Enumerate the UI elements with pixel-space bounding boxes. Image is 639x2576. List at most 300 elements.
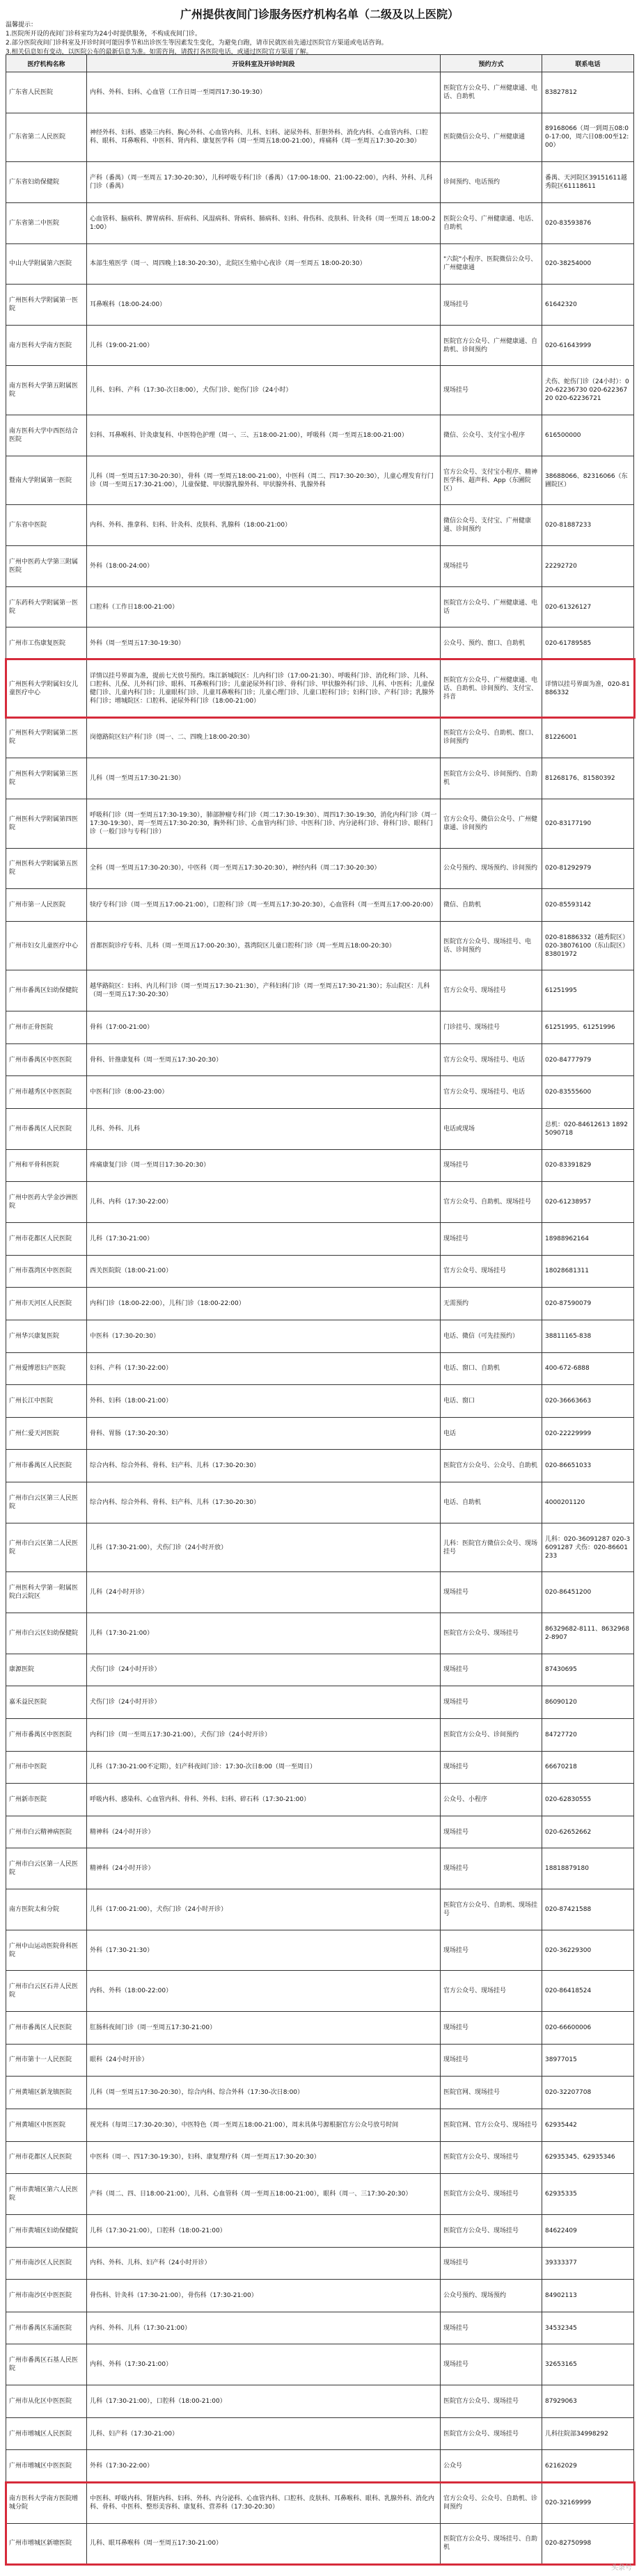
cell-name: 广州医科大学附属妇女儿童医疗中心 [6,659,87,717]
table-row [6,1450,634,1482]
cell-booking: 电话、自助机 [441,1482,542,1523]
cell-hours: 内科、外科、妇科、心血管（工作日周一至周四17:30-19:30） [87,72,441,113]
cell-phone: 38977015 [542,2044,634,2077]
cell-booking: 医院官方公众号、现场挂号、自助机 [441,2523,542,2564]
table-row [6,659,634,717]
table-row [6,546,634,587]
cell-hours: 外科（17:30-21:30） [87,1930,441,1971]
cell-hours: 本部生殖医学（周一、周四晚上18:30-20:30），北院区生殖中心夜诊（周一至周五 18:00-20:30） [87,243,441,285]
cell-hours: 越华路院区：妇科、内儿科门诊（周一至周五17:30-21:30），产科妇科门诊（周一至周五17:30-21:30）；东山院区：儿科（周一至周五17:30-20:30） [87,970,441,1011]
cell-booking: 公众号预约、现场预约、诊间预约 [441,848,542,889]
cell-phone: 84902113 [542,2280,634,2312]
hospital-table [6,54,634,2564]
table-row [6,1613,634,1654]
cell-phone: 81268176、81580392 [542,758,634,799]
cell-hours: 外科（17:30-22:00） [87,2450,441,2483]
table-row [6,1572,634,1613]
cell-hours: 儿科（17:30-21:00） [87,1613,441,1654]
cell-name: 广州市花都区人民医院 [6,1222,87,1255]
cell-phone: 32653165 [542,2344,634,2385]
cell-name: 南方医科大学南方医院增城分院 [6,2483,87,2524]
cell-hours: 犊疗专科门诊（周一至周五17:00-21:00），口腔科门诊（周一至周五17:30-20:30），心血管科（周一至周五17:00-20:00） [87,889,441,922]
cell-hours: 中医科、呼吸内科、肾脏内科、妇科、外科、内分泌科、心血管内科、口腔科、皮肤科、耳鼻喉科、眼科、乳腺外科、消化内科、骨科、中医科、整形美容科、康复科、营养科（17:30-20:30） [87,2483,441,2524]
header-booking: 预约方式 [441,55,542,72]
table-row [6,1848,634,1889]
cell-name: 广州爱博恩妇产医院 [6,1352,87,1385]
cell-booking: 微信公众号、支付宝、广州健康通、诊间预约 [441,505,542,546]
cell-booking: 现场挂号 [441,1848,542,1889]
table-row [6,1816,634,1848]
table-row [6,2044,634,2077]
table-row [6,2141,634,2174]
table-row [6,2077,634,2109]
cell-hours: 儿科（17:00-21:00），犬伤门诊（24小时开诊） [87,1889,441,1930]
cell-hours: 岗德路院区妇产科门诊（周一、二、四晚上18:00-20:30） [87,717,441,758]
cell-hours: 骨科、针推康复科（周一至周五17:30-20:30） [87,1043,441,1076]
table-row [6,1523,634,1572]
cell-hours: 儿科（19:00-21:00） [87,325,441,366]
cell-phone: 400-672-6888 [542,1352,634,1385]
cell-hours: 内科、外科、推拿科、妇科、针灸科、皮肤科、乳腺科（18:00-21:00） [87,505,441,546]
cell-name: 暨南大学附属第一医院 [6,456,87,505]
cell-phone: 83827812 [542,72,634,113]
table-row [6,1417,634,1450]
cell-hours: 儿科（周一至周五17:30-20:30），骨科（周一至周五18:00-21:00），中医科（周二、四17:30-20:30），儿童心理发育行门诊（周一至周五17:30-21:00），儿童保健、甲状腺乳腺外科、甲状腺外科、乳腺外科 [87,456,441,505]
cell-booking: 现场挂号 [441,1816,542,1848]
cell-hours: 儿科、妇产科（17:30-21:00） [87,2417,441,2450]
cell-phone: 犬伤、蛇伤门诊（24小时）：020-62236730 020-62236720 020-62236721 [542,366,634,415]
cell-phone: 61251995、61251996 [542,1011,634,1044]
cell-booking: 官方公众号、现场挂号 [441,970,542,1011]
cell-name: 广东省第二中医院 [6,202,87,243]
cell-name: 广州市南沙区中医医院 [6,2280,87,2312]
cell-name: 广州市白云区第三人民医院 [6,1482,87,1523]
cell-name: 广州中医药大学第三附属医院 [6,546,87,587]
cell-phone: 4000201120 [542,1482,634,1523]
cell-booking: 电话或现场 [441,1109,542,1150]
cell-booking: 医院官方公众号、现场挂号 [441,2385,542,2418]
cell-name: 广州市番禺区人民医院 [6,2012,87,2045]
cell-phone: 38688066、82316066（东圃院区） [542,456,634,505]
watermark: 头条号 [611,2564,632,2572]
cell-phone: 020-36229300 [542,1930,634,1971]
cell-phone: 020-82750998 [542,2523,634,2564]
cell-phone: 020-81886332（越秀院区）020-38076100（东山院区）83801972 [542,921,634,970]
cell-booking: 电话 [441,1417,542,1450]
cell-phone: 84727720 [542,1718,634,1751]
cell-name: 南方医院太和分院 [6,1889,87,1930]
cell-booking: 官方公众号、自助机、现场挂号 [441,1182,542,1223]
cell-name: 广东省第二人民医院 [6,113,87,162]
table-row [6,2385,634,2418]
cell-booking: 公众号、预约、窗口、自助机 [441,627,542,660]
cell-booking: 医院官方公众号、现场挂号 [441,1613,542,1654]
cell-name: 广州市增城区中医医院 [6,2450,87,2483]
cell-booking: 公众号预约、现场预约 [441,2280,542,2312]
cell-hours: 犬伤门诊（24小时开诊） [87,1654,441,1686]
cell-phone: 616500000 [542,415,634,456]
cell-name: 广州黄埔区新龙镇医院 [6,2077,87,2109]
table-row [6,1654,634,1686]
cell-booking: 医院官方公众号、诊间预约 [441,1718,542,1751]
notes [0,21,639,54]
cell-phone: 020-62652662 [542,1816,634,1848]
cell-name: 广州中山运动医院骨科医院 [6,1930,87,1971]
table-row [6,72,634,113]
cell-phone: 62935442 [542,2109,634,2141]
cell-name: 广州市白云区石井人民医院 [6,1971,87,2012]
cell-phone: 86329682-8111、86329682-8907 [542,1613,634,1654]
cell-phone: 020-61789585 [542,627,634,660]
cell-hours: 视光科（每周三17:30-20:30），中医特色（周一至周五18:00-21:00），周末具体号源根据官方公众号放号时间 [87,2109,441,2141]
cell-hours: 疼痛康复门诊（周一至周日17:30-20:30） [87,1149,441,1182]
cell-booking: 医院官方公众号、现场挂号、电话、诊间预约 [441,921,542,970]
cell-booking: 现场挂号 [441,546,542,587]
cell-name: 广州市白云区第二人民医院 [6,1523,87,1572]
note-line: 温馨提示： [6,22,38,29]
table-row [6,162,634,203]
cell-name: 广州市白云区妇幼保健院 [6,1613,87,1654]
cell-phone: 020-87590079 [542,1288,634,1320]
cell-booking: 现场挂号 [441,2312,542,2344]
cell-hours: 心血管科、脑病科、脾胃病科、肝病科、风湿病科、肾病科、肺病科、妇科、骨伤科、皮肤科、针灸科（周一至周五 18:00-21:00） [87,202,441,243]
cell-name: 南方医科大学第五附属医院 [6,366,87,415]
cell-name: 广州市白云区第一人民医院 [6,1848,87,1889]
cell-booking: 电话、微信（可先挂预约） [441,1320,542,1352]
table-row [6,1255,634,1288]
cell-phone: 020-83555600 [542,1076,634,1109]
cell-name: 广州市正骨医院 [6,1011,87,1044]
cell-hours: 儿科、外科、儿科 [87,1109,441,1150]
cell-name: 广州市南沙区人民医院 [6,2247,87,2280]
table-row [6,243,634,285]
cell-hours: 儿科（17:30-21:00不定期），妇产科夜间门诊：17:30-次日8:00（周一至周日） [87,1751,441,1784]
cell-booking: 医院官网、官方公众号、现场挂号 [441,2109,542,2141]
cell-phone: 18988962164 [542,1222,634,1255]
page-title: 广州提供夜间门诊服务医疗机构名单（二级及以上医院） [180,8,459,21]
cell-booking: 官方公众号、微信公众号、广州健康通、诊间预约 [441,799,542,848]
cell-hours: 中医科（周一、四17:30-19:30），妇科、康复理疗科（周一至周五17:30-20:30） [87,2141,441,2174]
cell-hours: 儿科、内科（17:30-22:00） [87,1182,441,1223]
cell-hours: 肛肠科夜间门诊（周一至周五17:30-21:00） [87,2012,441,2045]
table-row [6,627,634,660]
cell-phone: 61642320 [542,285,634,326]
cell-name: 广州黄埔区中医医院 [6,2109,87,2141]
cell-booking: 现场挂号 [441,2044,542,2077]
cell-name: 广州市增城区人民医院 [6,2417,87,2450]
table-row [6,1482,634,1523]
cell-hours: 中医科门诊（8:00-23:00） [87,1076,441,1109]
cell-name: 康源医院 [6,1654,87,1686]
table-row [6,2344,634,2385]
table-row [6,1222,634,1255]
table-row [6,1686,634,1719]
cell-name: 中山大学附属第六医院 [6,243,87,285]
cell-hours: 眼科（24小时开诊） [87,2044,441,2077]
table-row [6,1043,634,1076]
cell-hours: 产科（周二、四、日18:00-21:00），儿科、心血管科（周一至周五18:00-21:00），眼科（周一、三17:30-20:30） [87,2174,441,2215]
table-row [6,2483,634,2524]
cell-hours: 口腔科（工作日18:00-21:00） [87,586,441,627]
cell-booking: 诊间预约、电话预约 [441,162,542,203]
cell-name: 广州市第一人民医院 [6,889,87,922]
cell-hours: 产科（番禺）（周一至周五 17:30-20:30），儿科呼吸专科门诊（番禺）（17:00-18:00、21:00-22:00），内科、外科、儿科门诊（番禺） [87,162,441,203]
cell-phone: 020-86418524 [542,1971,634,2012]
cell-phone: 81226001 [542,717,634,758]
cell-phone: 84622409 [542,2214,634,2247]
table-row [6,970,634,1011]
cell-phone: 020-61326127 [542,586,634,627]
cell-phone: 总机：020-84612613 18925090718 [542,1109,634,1150]
cell-booking: 儿科：医院官方微信公众号、现场挂号 [441,1523,542,1572]
cell-phone: 020-83177190 [542,799,634,848]
cell-phone: 87430695 [542,1654,634,1686]
cell-name: 广州市番禺区妇幼保健院 [6,970,87,1011]
table-row [6,366,634,415]
cell-phone: 详情以挂号界面为准，020-81886332 [542,659,634,717]
cell-name: 广州市从化区中医医院 [6,2385,87,2418]
cell-name: 广东省人民医院 [6,72,87,113]
cell-hours: 儿科、妇科、产科（17:30-次日8:00），犬伤门诊、蛇伤门诊（24小时） [87,366,441,415]
cell-booking: 现场挂号 [441,2344,542,2385]
table-row [6,325,634,366]
table-row [6,586,634,627]
table-row [6,848,634,889]
table-row [6,2012,634,2045]
table-row [6,2450,634,2483]
table-row [6,1751,634,1784]
cell-booking: 官方公众号、支付宝小程序、精神医学科、超声科、App（东圃院区） [441,456,542,505]
table-row [6,1109,634,1150]
cell-name: 广东省中医院 [6,505,87,546]
table-row [6,2417,634,2450]
cell-phone: 89168066（周一到周五08:00-17:00，周六日08:00至12:00） [542,113,634,162]
cell-booking: 医院官方公众号、现场挂号 [441,2141,542,2174]
table-row [6,1076,634,1109]
cell-hours: 外科、妇科（18:00-21:00） [87,1385,441,1418]
table-row [6,1182,634,1223]
cell-booking: 电话、窗口 [441,1385,542,1418]
cell-booking: 公众号 [441,2450,542,2483]
cell-phone: 020-62830555 [542,1784,634,1816]
cell-booking: 现场挂号 [441,2012,542,2045]
cell-phone: 66670218 [542,1751,634,1784]
table-row [6,1930,634,1971]
table-row [6,285,634,326]
cell-phone: 020-38254000 [542,243,634,285]
cell-booking: 医院官方公众号、广州健康通、电话、自助机、诊间预约、支付宝、抖音 [441,659,542,717]
table-row [6,2280,634,2312]
cell-booking: 微信、公众号、支付宝小程序 [441,415,542,456]
cell-booking: 公众号、小程序 [441,1784,542,1816]
cell-name: 广州市天河区人民医院 [6,1288,87,1320]
cell-booking: 医院官方公众号、广州健康通、自助机、诊间预约 [441,325,542,366]
cell-booking: 医院官方公众号、广州健康通、电话 [441,586,542,627]
cell-booking: 门诊挂号、现场挂号 [441,1011,542,1044]
table-row [6,505,634,546]
cell-hours: 儿科（17:30-21:00） [87,1222,441,1255]
cell-hours: 内科、外科、儿科（17:30-21:00） [87,2312,441,2344]
cell-phone: 62162029 [542,2450,634,2483]
cell-name: 南方医科大学中西医结合医院 [6,415,87,456]
cell-phone: 22292720 [542,546,634,587]
cell-booking: 医院官方公众号、现场挂号 [441,2174,542,2215]
cell-booking: 现场挂号 [441,1572,542,1613]
cell-hours: 内科门诊（周一至周五17:30-21:00），犬伤门诊（24小时开诊） [87,1718,441,1751]
cell-name: 广东药科大学附属第一医院 [6,586,87,627]
cell-hours: 外科（18:00-24:00） [87,546,441,587]
table-row [6,2109,634,2141]
cell-phone: 020-85593142 [542,889,634,922]
cell-hours: 呼吸内科、感染科、心血管内科、骨科、外科、妇科、碎石科（17:30-21:00） [87,1784,441,1816]
header-phone: 联系电话 [542,55,634,72]
cell-name: 广州新市医院 [6,1784,87,1816]
cell-name: 广州市工伤康复医院 [6,627,87,660]
cell-booking: 现场挂号 [441,1149,542,1182]
cell-phone: 020-66600006 [542,2012,634,2045]
table-row [6,1385,634,1418]
cell-hours: 内科、外科（18:00-22:00） [87,1971,441,2012]
cell-phone: 34532345 [542,2312,634,2344]
table-row [6,2523,634,2564]
cell-hours: 儿科、眼耳鼻喉科（周一至周五17:30-21:00） [87,2523,441,2564]
cell-phone: 39333377 [542,2247,634,2280]
table-row [6,1718,634,1751]
cell-phone: 020-81887233 [542,505,634,546]
cell-name: 广州市荔湾区中医医院 [6,1255,87,1288]
cell-phone: 020-81292979 [542,848,634,889]
table-row [6,2174,634,2215]
cell-booking: 医院微信公众号、广州健康通 [441,113,542,162]
table-row [6,921,634,970]
cell-name: 广州市番禺区人民医院 [6,1109,87,1150]
cell-booking: 电话、窗口、自助机 [441,1352,542,1385]
cell-name: 广州医科大学附属第二医院 [6,717,87,758]
cell-phone: 020-86451200 [542,1572,634,1613]
table-row [6,1320,634,1352]
table-row [6,799,634,848]
cell-booking: 现场挂号 [441,1686,542,1719]
table-row [6,202,634,243]
cell-name: 广州仁爱天河医院 [6,1417,87,1450]
cell-name: 广州医科大学附属第四医院 [6,799,87,848]
cell-name: 广州医科大学第一附属医院白云院区 [6,1572,87,1613]
cell-name: 广州市番禺区中医医院 [6,1043,87,1076]
cell-phone: 020-32207708 [542,2077,634,2109]
cell-phone: 020-22229999 [542,1417,634,1450]
cell-phone: 020-84777979 [542,1043,634,1076]
table-row [6,2214,634,2247]
cell-booking: 医院官方公众号、自助机、现场挂号 [441,1889,542,1930]
cell-booking: 医院官方公众号、公众号、自助机 [441,1450,542,1482]
cell-booking: 官方公众号、现场挂号 [441,1971,542,2012]
cell-phone: 86090120 [542,1686,634,1719]
cell-hours: 儿科（17:30-21:00），口腔科（18:00-21:00） [87,2214,441,2247]
cell-booking: 现场挂号 [441,285,542,326]
cell-phone: 38811165-838 [542,1320,634,1352]
table-body [6,72,634,2564]
cell-hours: 儿科（24小时开诊） [87,1572,441,1613]
cell-hours: 全科（周一至周五17:30-20:30），中医科（周一至周五17:30-20:30），神经内科（周二17:30-20:30） [87,848,441,889]
note-line: 2.部分医院夜间门诊科室及开诊时间可能因季节和出诊医生等因素发生变化，为避免白跑，请市民就医前先通过医院官方渠道或电话咨询。 [6,40,388,47]
table-row [6,1288,634,1320]
cell-booking: 现场挂号 [441,1751,542,1784]
cell-hours: 妇科、耳鼻喉科、针灸康复科、中医特色护理（周一、三、五18:00-21:00），呼吸科（周一至周五18:00-21:00） [87,415,441,456]
cell-hours: 首都医院诊疗专科、儿科（周一至周五17:00-20:30），荔湾院区儿童口腔科门诊（周一至周五18:00-20:30） [87,921,441,970]
cell-booking: 微信、自助机 [441,889,542,922]
cell-hours: 神经外科、妇科、感染三内科、胸心外科、心血管内科、儿科、妇科、泌尿外科、肝胆外科、消化内科、心血管内科、口腔科、眼科、耳鼻喉科、中医科、肾内科、康复医学科（周一至周五18:00-21:00），疼痛科（周一至周五17:30-20:30） [87,113,441,162]
cell-phone: 020-61643999 [542,325,634,366]
cell-hours: 综合内科、综合外科、骨科、妇产科、儿科（17:30-20:30） [87,1450,441,1482]
cell-booking: 医院官网、现场挂号 [441,2077,542,2109]
cell-booking: 医院官方公众号、现场挂号 [441,2214,542,2247]
cell-name: 广州市番禺区中医医院 [6,1718,87,1751]
cell-booking: 官方公众号、现场挂号、电话 [441,1076,542,1109]
table-row [6,758,634,799]
cell-phone: 18028681311 [542,1255,634,1288]
cell-hours: 骨伤科、针灸科（17:30-21:00），骨伤科（17:30-21:00） [87,2280,441,2312]
cell-name: 广州长江中医院 [6,1385,87,1418]
cell-hours: 综合内科、综合外科、骨科、妇产科、儿科（17:30-20:30） [87,1482,441,1523]
cell-name: 广州医科大学附属第五医院 [6,848,87,889]
table-row [6,1352,634,1385]
cell-name: 广东省妇幼保健院 [6,162,87,203]
header-hours: 开设科室及开诊时间段 [87,55,441,72]
cell-booking: 无需预约 [441,1288,542,1320]
cell-phone: 020-83593876 [542,202,634,243]
cell-hours: 精神科（24小时开诊） [87,1848,441,1889]
table-row [6,113,634,162]
cell-name: 嘉禾益民医院 [6,1686,87,1719]
cell-hours: 骨科、胃肠（17:30-20:30） [87,1417,441,1450]
cell-hours: 妇科、产科（17:30-22:00） [87,1352,441,1385]
cell-hours: 内科、外科（17:30-21:00） [87,2344,441,2385]
cell-hours: 中医科（17:30-20:30） [87,1320,441,1352]
cell-phone: 020-86651033 [542,1450,634,1482]
cell-name: 广州和平骨科医院 [6,1149,87,1182]
cell-name: 广州市第十一人民医院 [6,2044,87,2077]
cell-booking: 医院公众号、广州健康通、电话、自助机 [441,202,542,243]
table-row [6,1971,634,2012]
cell-name: 广州市番禺区人民医院 [6,1450,87,1482]
cell-hours: 儿科（周一至周五17:30-21:30） [87,758,441,799]
cell-phone: 87929063 [542,2385,634,2418]
header-name: 医疗机构名称 [6,55,87,72]
cell-hours: 耳鼻喉科（18:00-24:00） [87,285,441,326]
cell-hours: 内科、外科、儿科、妇产科（24小时开诊） [87,2247,441,2280]
cell-phone: 020-83391829 [542,1149,634,1182]
cell-name: 广州市番禺区东涌医院 [6,2312,87,2344]
cell-hours: 外科（周一至周五17:30-19:30） [87,627,441,660]
cell-booking: "六院"小程序、医院微信公众号、广州健康通 [441,243,542,285]
cell-phone: 020-87421588 [542,1889,634,1930]
note-line: 3.相关信息如有变动，以医院公布的最新信息为准。如需咨询，请拨打各医院电话，或通过医院官方渠道了解。 [6,49,313,56]
cell-booking: 官方公众号、公众号、自助机、诊间预约 [441,2483,542,2524]
table-row [6,2312,634,2344]
cell-phone: 62935345、62935346 [542,2141,634,2174]
cell-phone: 番禺、天河院区39151611越秀院区61118611 [542,162,634,203]
cell-name: 广州医科大学附属第三医院 [6,758,87,799]
cell-booking: 医院官方公众号、广州健康通、电话、自助机 [441,72,542,113]
note-line: 1.医院所开设的夜间门诊科室均为24小时提供服务，不构成夜间门诊。 [6,31,202,38]
cell-phone: 020-36663663 [542,1385,634,1418]
cell-hours: 西关医院院（18:00-21:00） [87,1255,441,1288]
cell-booking: 官方公众号、现场挂号、电话 [441,1043,542,1076]
cell-name: 广州市越秀区中医医院 [6,1076,87,1109]
cell-name: 南方医科大学南方医院 [6,325,87,366]
cell-hours: 呼吸科门诊（周一至周五17:30-19:30），肺部肿瘤专科门诊（周二17:30-19:30）、周四17:30-19:30，消化内科门诊（周一17:30-19:30）、周一至周五17:30-20:30，胸外科门诊、心血管内科门诊、中医科门诊、内分泌科门诊、骨科门诊、眼科门诊（一般门诊与专科门诊） [87,799,441,848]
cell-booking: 现场挂号 [441,1222,542,1255]
